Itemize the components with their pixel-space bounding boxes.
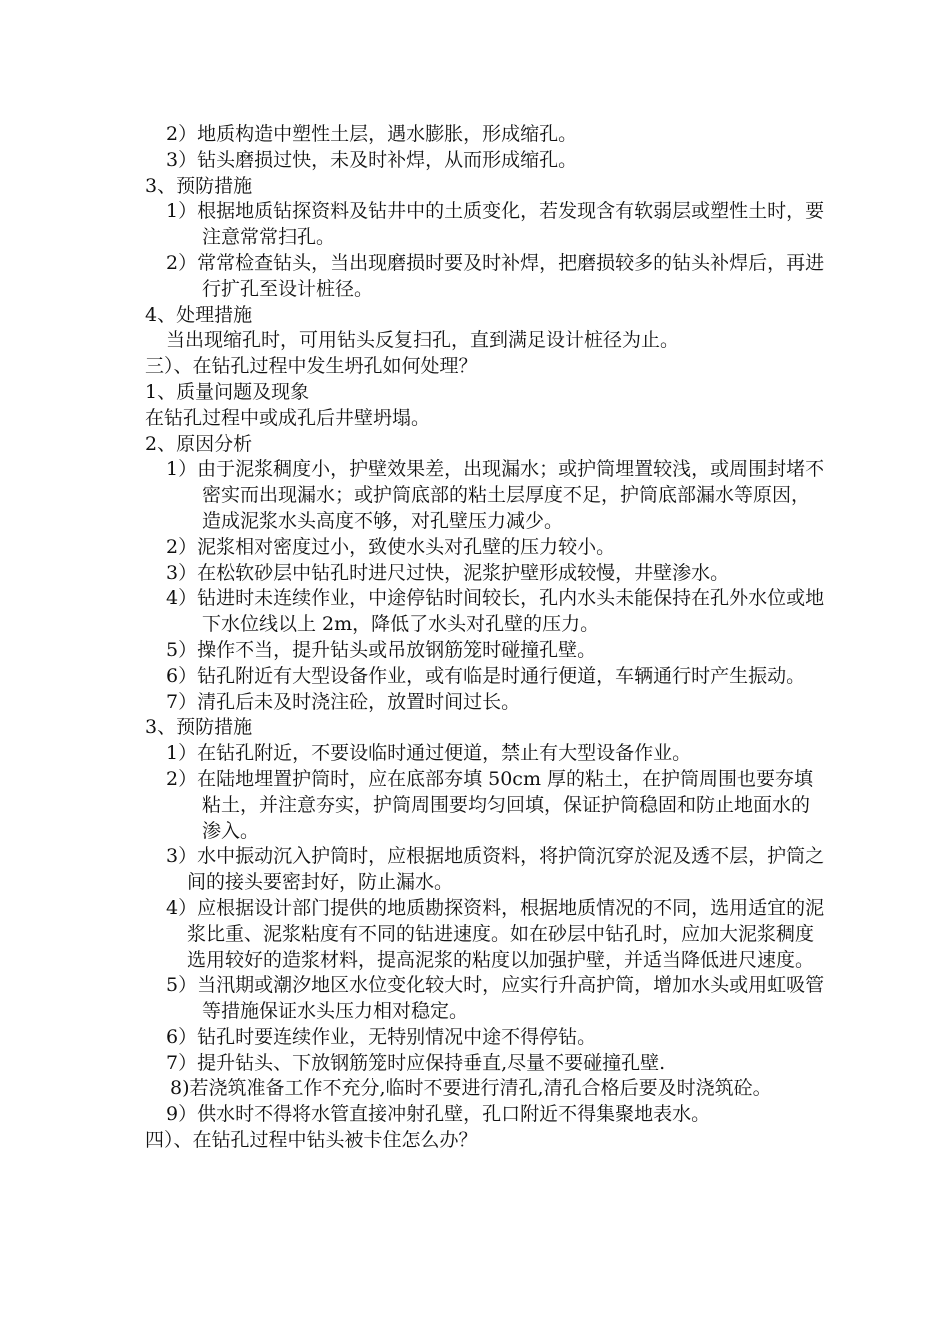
- section-heading: 1、质量问题及现象: [145, 380, 310, 403]
- list-item: 7）提升钻头、下放钢筋笼时应保持垂直,尽量不要碰撞孔壁.: [166, 1051, 666, 1074]
- paragraph: 当出现缩孔时，可用钻头反复扫孔，直到满足设计桩径为止。: [166, 329, 680, 352]
- list-item: 6）钻孔时要连续作业，无特别情况中途不得停钻。: [166, 1025, 597, 1048]
- list-item: 1）根据地质钻探资料及钻井中的土质变化，若发现含有软弱层或塑性土时，要注意常常扫孔。: [166, 200, 825, 249]
- paragraph: 在钻孔过程中或成孔后井壁坍塌。: [145, 406, 431, 429]
- list-item: 5）操作不当，提升钻头或吊放钢筋笼时碰撞孔壁。: [166, 638, 597, 661]
- section-heading: 3、预防措施: [145, 716, 253, 739]
- list-item: 2）地质构造中塑性土层，遇水膨胀，形成缩孔。: [166, 123, 578, 145]
- list-item: 4）应根据设计部门提供的地质勘探资料，根据地质情况的不同，选用适宜的泥浆比重、泥浆粘度有不同的钻进速度。如在砂层中钻孔时，应加大泥浆稠度选用较好的造浆材料，提高泥浆的粘度以加强护壁，并适当降低进尺速度。: [166, 896, 825, 971]
- chapter-heading: 三）、在钻孔过程中发生坍孔如何处理？: [145, 355, 478, 378]
- section-heading: 3、预防措施: [145, 174, 253, 197]
- list-item: 7）清孔后未及时浇注砼，放置时间过长。: [166, 690, 521, 713]
- list-item: 5）当汛期或潮汐地区水位变化较大时，应实行升高护筒，增加水头或用虹吸管等措施保证水头压力相对稳定。: [166, 974, 825, 1023]
- list-item: 8)若浇筑准备工作不充分,临时不要进行清孔,清孔合格后要及时浇筑砼。: [170, 1077, 772, 1100]
- section-heading: 2、原因分析: [145, 432, 253, 455]
- list-item: 3）在松软砂层中钻孔时进尺过快，泥浆护壁形成较慢，井壁渗水。: [166, 561, 730, 584]
- list-item: 1）由于泥浆稠度小，护壁效果差，出现漏水；或护筒埋置较浅，或周围封堵不密实而出现漏水；或护筒底部的粘土层厚度不足，护筒底部漏水等原因，造成泥浆水头高度不够，对孔壁压力减少。: [166, 458, 825, 532]
- document-body: [145, 122, 825, 1154]
- section-heading: 4、处理措施: [145, 303, 253, 326]
- chapter-heading: 四）、在钻孔过程中钻头被卡住怎么办？: [145, 1129, 478, 1152]
- list-item: 2）泥浆相对密度过小，致使水头对孔壁的压力较小。: [166, 535, 616, 558]
- list-item: 6）钻孔附近有大型设备作业，或有临是时通行便道，车辆通行时产生振动。: [166, 664, 806, 687]
- list-item: 1）在钻孔附近，不要设临时通过便道，禁止有大型设备作业。: [166, 742, 692, 765]
- list-item: 2）常常检查钻头，当出现磨损时要及时补焊，把磨损较多的钻头补焊后，再进行扩孔至设计桩径。: [166, 251, 825, 300]
- list-item: 4）钻进时未连续作业，中途停钻时间较长，孔内水头未能保持在孔外水位或地下水位线以上 2m，降低了水头对孔壁的压力。: [166, 587, 825, 636]
- list-item: 9）供水时不得将水管直接冲射孔壁，孔口附近不得集聚地表水。: [166, 1103, 711, 1126]
- list-item: 2）在陆地埋置护筒时，应在底部夯填 50cm 厚的粘土，在护筒周围也要夯填粘土，并注意夯实，护筒周围要均匀回填，保证护筒稳固和防止地面水的渗入。: [166, 767, 814, 842]
- list-item: 3）钻头磨损过快，未及时补焊，从而形成缩孔。: [166, 148, 578, 171]
- list-item: 3）水中振动沉入护筒时，应根据地质资料，将护筒沉穿於泥及透不层，护筒之间的接头要密封好，防止漏水。: [166, 845, 825, 894]
